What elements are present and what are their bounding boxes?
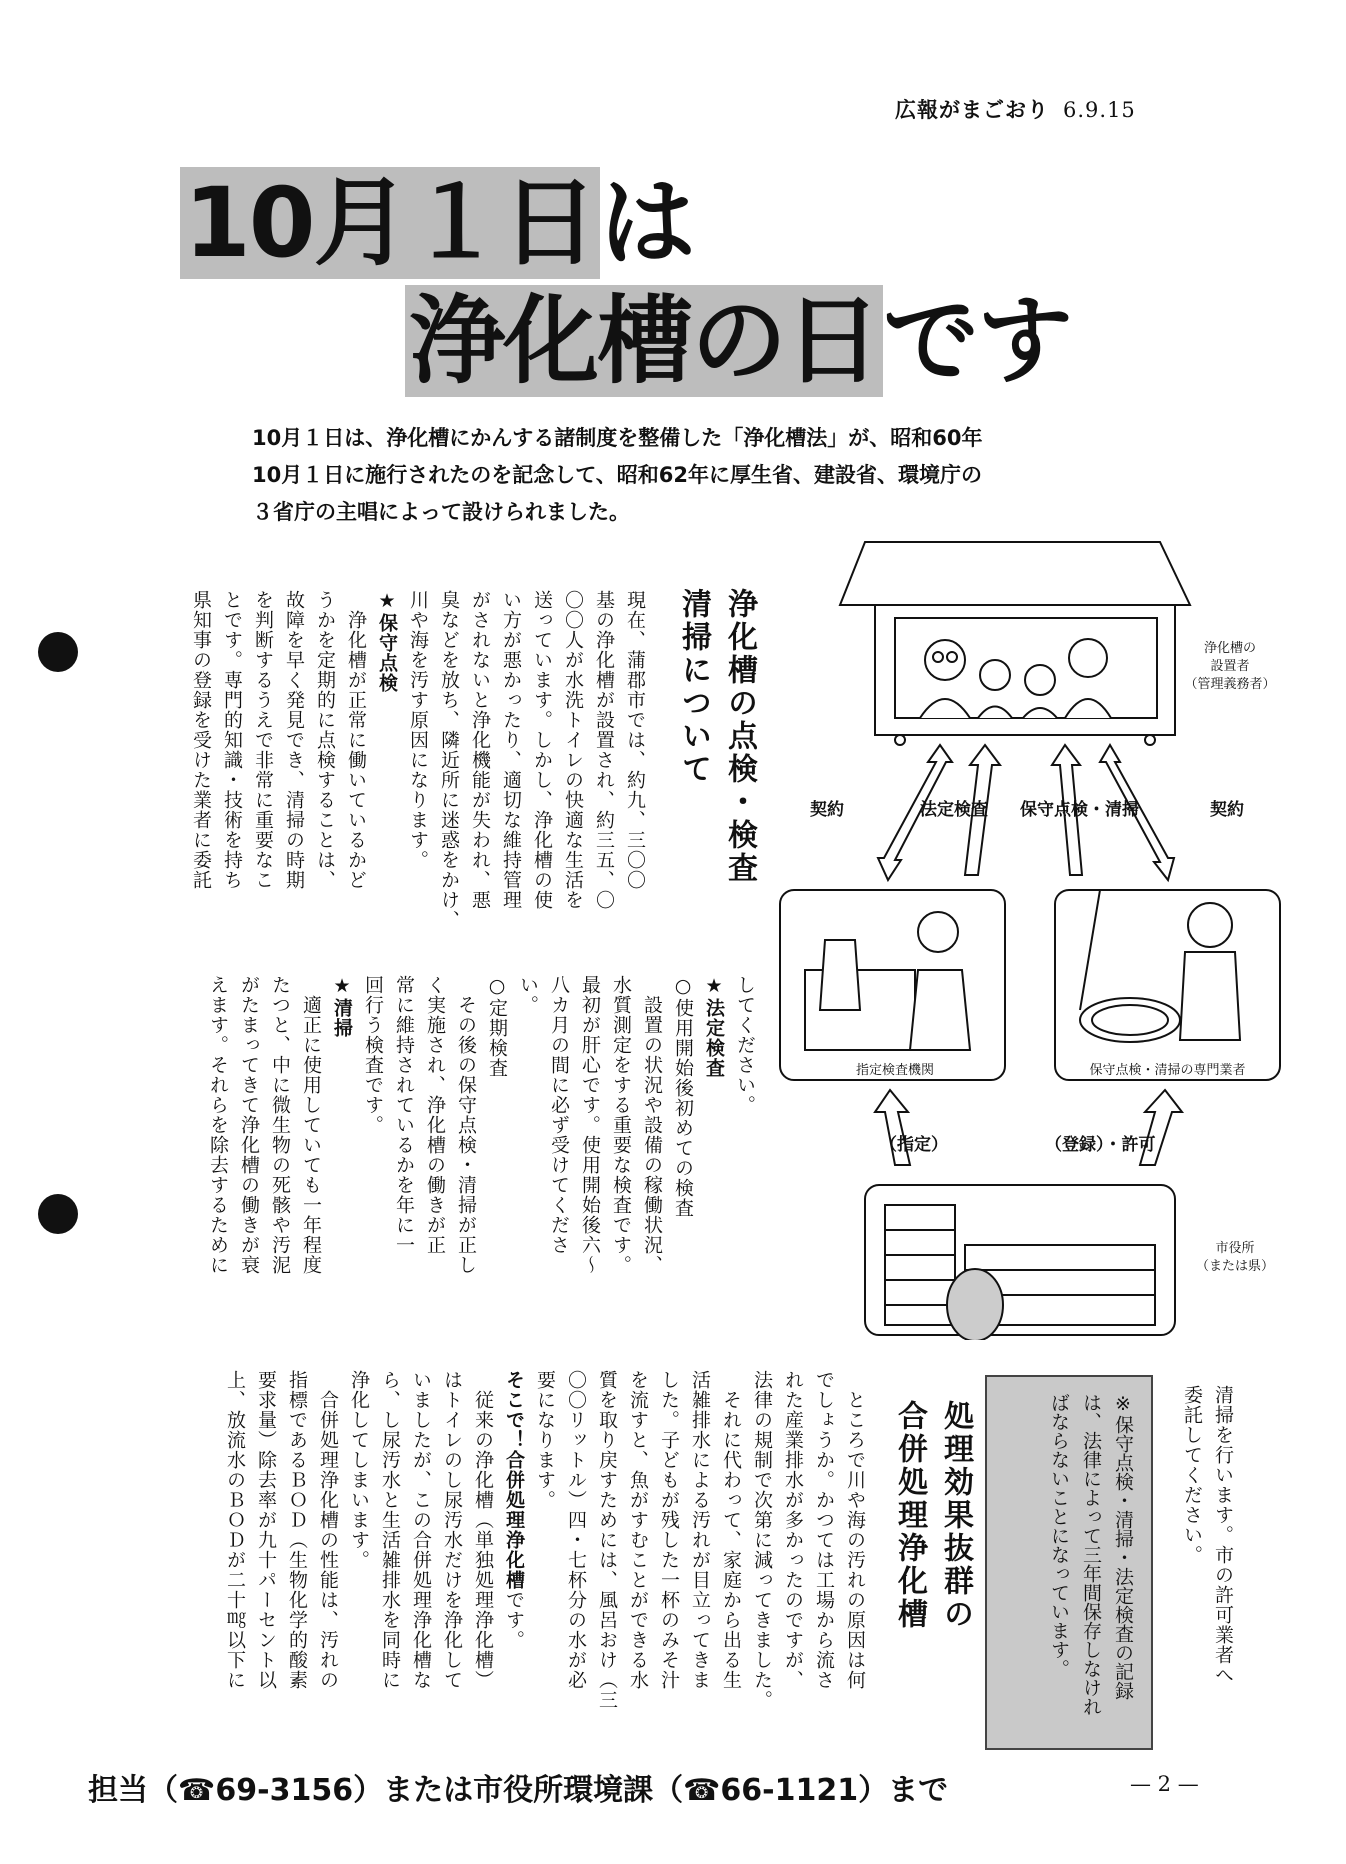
text-line: それに代わって、家庭から出る生 [720, 1370, 742, 1690]
text-line: とです。専門的知識・技術を持ち [221, 590, 243, 890]
text-line: たつと、中に微生物の死骸や汚泥 [269, 975, 291, 1275]
text-line: 常に維持されているかを年に一 [393, 975, 415, 1255]
section2-body [120, 1370, 870, 1730]
text-fragment: です。 [503, 1590, 525, 1650]
cityhall-illustration [865, 1185, 1175, 1340]
section2-continuation [1168, 1385, 1238, 1745]
text-line: 故障を早く発見でき、清掃の時期 [283, 590, 305, 890]
punch-hole-top [38, 632, 78, 672]
owner-label [1170, 640, 1290, 694]
text-line: 適正に使用していても一年程度 [300, 975, 322, 1275]
intro-line: 10月１日に施行されたのを記念して、昭和62年に厚生省、建設省、環境庁の [252, 463, 983, 487]
contract-left-label: 契約 [810, 800, 844, 820]
text-line: うかを定期的に点検することは、 [314, 590, 336, 890]
text-line: 清掃を行います。市の許可業者へ [1212, 1385, 1234, 1685]
text-line: い。 [517, 975, 539, 1015]
text-line: ら、し尿汚水と生活雑排水を同時に [379, 1370, 401, 1690]
title-line-1 [180, 168, 694, 278]
text-line: がされないと浄化機能が失われ、悪 [469, 590, 491, 910]
house-illustration [840, 542, 1190, 745]
owner-label-line: 設置者 [1210, 659, 1250, 674]
text-line: ところで川や海の汚れの原因は何 [844, 1370, 866, 1690]
section2-heading [878, 1400, 978, 1750]
subheading-seisou: ★清掃 [331, 975, 353, 1038]
intro-line: 10月１日は、浄化槽にかんする諸制度を整備した「浄化槽法」が、昭和60年 [252, 426, 983, 450]
text-line: えます。それらを除去するために [207, 975, 229, 1275]
note-box [985, 1375, 1153, 1750]
contract-right-label: 契約 [1210, 800, 1244, 820]
text-line: してください。 [734, 975, 756, 1115]
text-line: く実施され、浄化槽の働きが正 [424, 975, 446, 1255]
cityhall-label-line: （または県） [1195, 1259, 1274, 1274]
agency-illustration [780, 890, 1005, 1080]
text-line: その後の保守点検・清掃が正し [455, 975, 477, 1275]
subheading-hoshu: ★保守点検 [376, 590, 398, 693]
text-line: 活雑排水による汚れが目立ってきま [689, 1370, 711, 1690]
note-text: ※保守点検・清掃・法定検査の記録は、法律によって三年間保存しなければならないことになっています。 [1048, 1393, 1134, 1716]
text-line: を流すと、魚がすむことができる水 [627, 1370, 649, 1690]
text-line: ○使用開始後初めての検査 [672, 975, 694, 1218]
section1-middle-body [120, 975, 760, 1335]
section1-heading-line2: 清掃について [676, 588, 711, 786]
text-line: 最初が肝心です。使用開始後六〜 [579, 975, 601, 1275]
text-line: はトイレのし尿汚水だけを浄化して [441, 1370, 463, 1690]
text-line: でしょうか。かつては工場から流さ [813, 1370, 835, 1690]
title-highlight-date: 10月１日 [180, 167, 600, 279]
text-line: 県知事の登録を受けた業者に委託 [190, 590, 212, 890]
text-line: 現在、蒲郡市では、約九、三〇〇 [624, 590, 646, 890]
page-number: — 2 — [1130, 1772, 1199, 1796]
text-line: いましたが、この合併処理浄化槽な [410, 1370, 432, 1690]
text-line: 基の浄化槽が設置され、約三五、〇 [593, 590, 615, 910]
section1-heading [662, 588, 762, 928]
subheading-hotei: ★法定検査 [703, 975, 725, 1078]
title-suffix: です [883, 285, 1071, 397]
owner-label-line: 浄化槽の [1203, 641, 1256, 656]
text-line: を判断するうえで非常に重要なこ [252, 590, 274, 890]
cityhall-label-line: 市役所 [1215, 1241, 1255, 1256]
cityhall-label [1180, 1240, 1290, 1276]
text-line: い方が悪かったり、適切な維持管理 [500, 590, 522, 910]
text-line: 上、放流水のＢＯＤが二十㎎以下に [224, 1370, 246, 1690]
text-line: 送っています。しかし、浄化槽の使 [531, 590, 553, 910]
text-line: 指標であるＢＯＤ（生物化学的酸素 [286, 1370, 308, 1690]
contractor-label: 保守点検・清掃の専門業者 [1089, 1063, 1246, 1078]
owner-label-line: （管理義務者） [1184, 677, 1276, 692]
page-header [895, 94, 1136, 124]
section1-heading-line1: 浄化槽の点検・検査 [722, 588, 757, 885]
section2-heading-line2: 合併処理浄化槽 [892, 1400, 927, 1631]
septic-diagram [770, 540, 1290, 1340]
maintenance-label: 保守点検・清掃 [1020, 800, 1139, 820]
designation-label: （指定） [880, 1135, 948, 1155]
publication-name: 広報がまごおり [895, 98, 1049, 122]
agency-label: 指定検査機関 [855, 1063, 934, 1078]
title-line-2 [405, 286, 1071, 396]
subheading-gappei: そこで！合併処理浄化槽 [503, 1370, 525, 1590]
text-line: 回行う検査です。 [362, 975, 384, 1135]
text-line: 設置の状況や設備の稼働状況、 [641, 975, 663, 1275]
text-line: 要求量）除去率が九十パーセント以 [255, 1370, 277, 1690]
text-line [498, 1370, 529, 1730]
text-line: れた産業排水が多かったのですが、 [782, 1370, 804, 1690]
text-line: 臭などを放ち、隣近所に迷惑をかけ、 [438, 590, 460, 930]
text-line: 〇〇人が水洗トイレの快適な生活を [562, 590, 584, 910]
issue-date: 6.9.15 [1063, 98, 1136, 122]
text-line: 合併処理浄化槽の性能は、汚れの [317, 1370, 339, 1690]
contractor-illustration [1055, 890, 1280, 1080]
section1-top-body [120, 590, 650, 940]
text-line: 浄化してしまいます。 [348, 1370, 370, 1570]
text-line: 〇〇リットル）四・七杯分の水が必 [565, 1370, 587, 1690]
text-line: 委託してください。 [1181, 1385, 1203, 1565]
text-line: がたまってきて浄化槽の働きが衰 [238, 975, 260, 1275]
section2-heading-line1: 処理効果抜群の [938, 1400, 973, 1631]
legal-inspection-label: 法定検査 [920, 800, 988, 820]
text-line: 浄化槽が正常に働いているかど [345, 590, 367, 890]
contact-footer: 担当（☎69-3156）または市役所環境課（☎66-1121）まで [88, 1773, 949, 1808]
text-line: 要になります。 [534, 1370, 556, 1510]
text-line: ○定期検査 [486, 975, 508, 1078]
intro-line: ３省庁の主唱によって設けられました。 [252, 500, 630, 524]
title-highlight-day: 浄化槽の日 [405, 285, 883, 397]
text-line: 八カ月の間に必ず受けてくださ [548, 975, 570, 1255]
intro-paragraph [252, 420, 982, 531]
text-line: 法律の規制で次第に減ってきました。 [751, 1370, 773, 1710]
text-line: した。子どもが残した一杯のみそ汁 [658, 1370, 680, 1690]
text-line: 質を取り戻すためには、風呂おけ（三 [596, 1370, 618, 1710]
title-particle: は [599, 167, 694, 279]
punch-hole-bottom [38, 1194, 78, 1234]
registration-label: （登録）・許可 [1045, 1135, 1156, 1155]
text-line: 従来の浄化槽（単独処理浄化槽） [472, 1370, 494, 1690]
text-line: 川や海を汚す原因になります。 [407, 590, 429, 870]
text-line: 水質測定をする重要な検査です。 [610, 975, 632, 1275]
